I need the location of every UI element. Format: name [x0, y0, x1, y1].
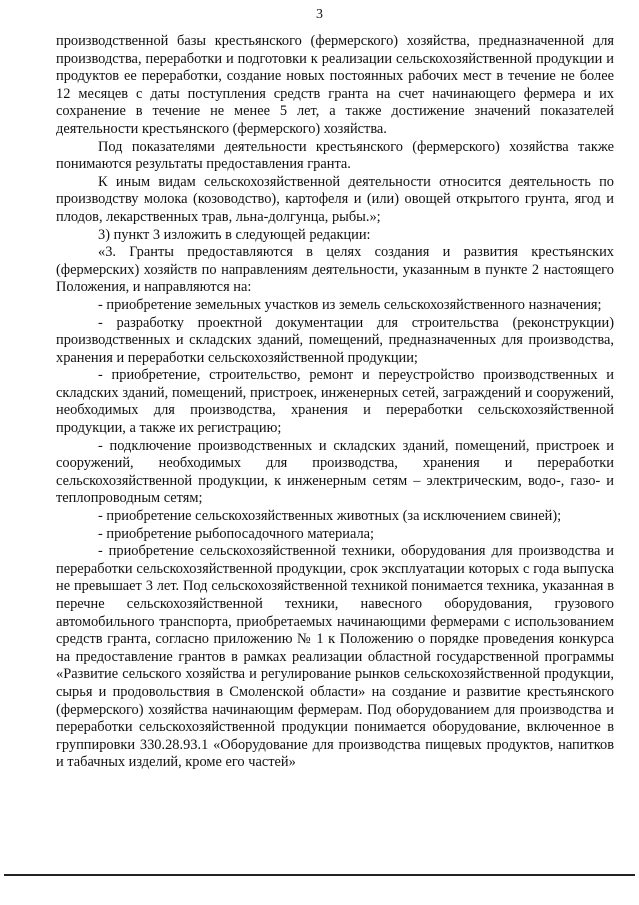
list-item: - приобретение, строительство, ремонт и переустройство производственных и складских зданий, помещений, пристроек, инженерных сетей, заграждений и сооружений, необходимых для производства, хранения и переработки сельскохозяйственной продукции, а также их регистрацию; [56, 367, 614, 437]
list-item: - приобретение сельскохозяйственной техники, оборудования для производства и переработки сельскохозяйственной продукции, срок эксплуатации которых с года выпуска не превышает 3 лет. Под сельскохозяйственной техникой понимается техника, указанная в перечне сельскохозяйственной техники, навесного оборудования, грузового автомобильного транспорта, приобретаемых начинающими фермерами с использованием средств гранта, согласно приложению № 1 к Положению о порядке проведения конкурса на предоставление грантов в рамках реализации областной государственной программы «Развитие сельского хозяйства и регулирование рынков сельскохозяйственной продукции, сырья и продовольствия в Смоленской области» на создание и развитие крестьянского (фермерского) хозяйства начинающим фермерам. Под оборудованием для производства и переработки сельскохозяйственной продукции понимается оборудование, включенное в группировки 330.28.93.1 «Оборудование для производства пищевых продуктов, напитков и табачных изделий, кроме его частей» [56, 543, 614, 771]
list-item: - разработку проектной документации для строительства (реконструкции) производственных и складских зданий, помещений, предназначенных для производства, хранения и переработки сельскохозяйственной продукции; [56, 314, 614, 366]
list-item: - приобретение земельных участков из земель сельскохозяйственного назначения; [98, 296, 602, 313]
list-item: - приобретение рыбопосадочного материала; [98, 525, 375, 542]
list-item: - подключение производственных и складских зданий, помещений, пристроек и сооружений, необходимых для производства, хранения и переработки сельскохозяйственной продукции, к инженерным сетям – электрическим, водо-, газо- и теплопроводным сетям; [56, 437, 614, 507]
paragraph-grants-purpose: «3. Гранты предоставляются в целях создания и развития крестьянских (фермерских) хозяйств по направлениям деятельности, указанным в пункте 2 настоящего Положения, и направляются на: [56, 244, 614, 296]
footer-divider [4, 874, 635, 876]
paragraph-indicators: Под показателями деятельности крестьянского (фермерского) хозяйства также понимаются результаты предоставления гранта. [56, 138, 614, 173]
list-item: - приобретение сельскохозяйственных животных (за исключением свиней); [98, 508, 562, 525]
paragraph-item-3-heading: 3) пункт 3 изложить в следующей редакции: [98, 226, 371, 243]
page-number: 3 [316, 7, 323, 22]
paragraph-other-activities: К иным видам сельскохозяйственной деятельности относится деятельность по производству молока (козоводство), картофеля и (или) овощей открытого грунта, ягод и плодов, лекарственных трав, льна-долгунца, рыбы.»; [56, 173, 614, 225]
paragraph-continuation: производственной базы крестьянского (фермерского) хозяйства, предназначенной для производства, переработки и подготовки к реализации сельскохозяйственной продукции и продуктов ее переработки, создание новых постоянных рабочих мест в течение не более 12 месяцев с даты поступления средств гранта на счет начинающего фермера и их сохранение в течение не менее 5 лет, а также достижение значений показателей деятельности крестьянского (фермерского) хозяйства. [56, 33, 614, 137]
document-body [56, 33, 614, 772]
